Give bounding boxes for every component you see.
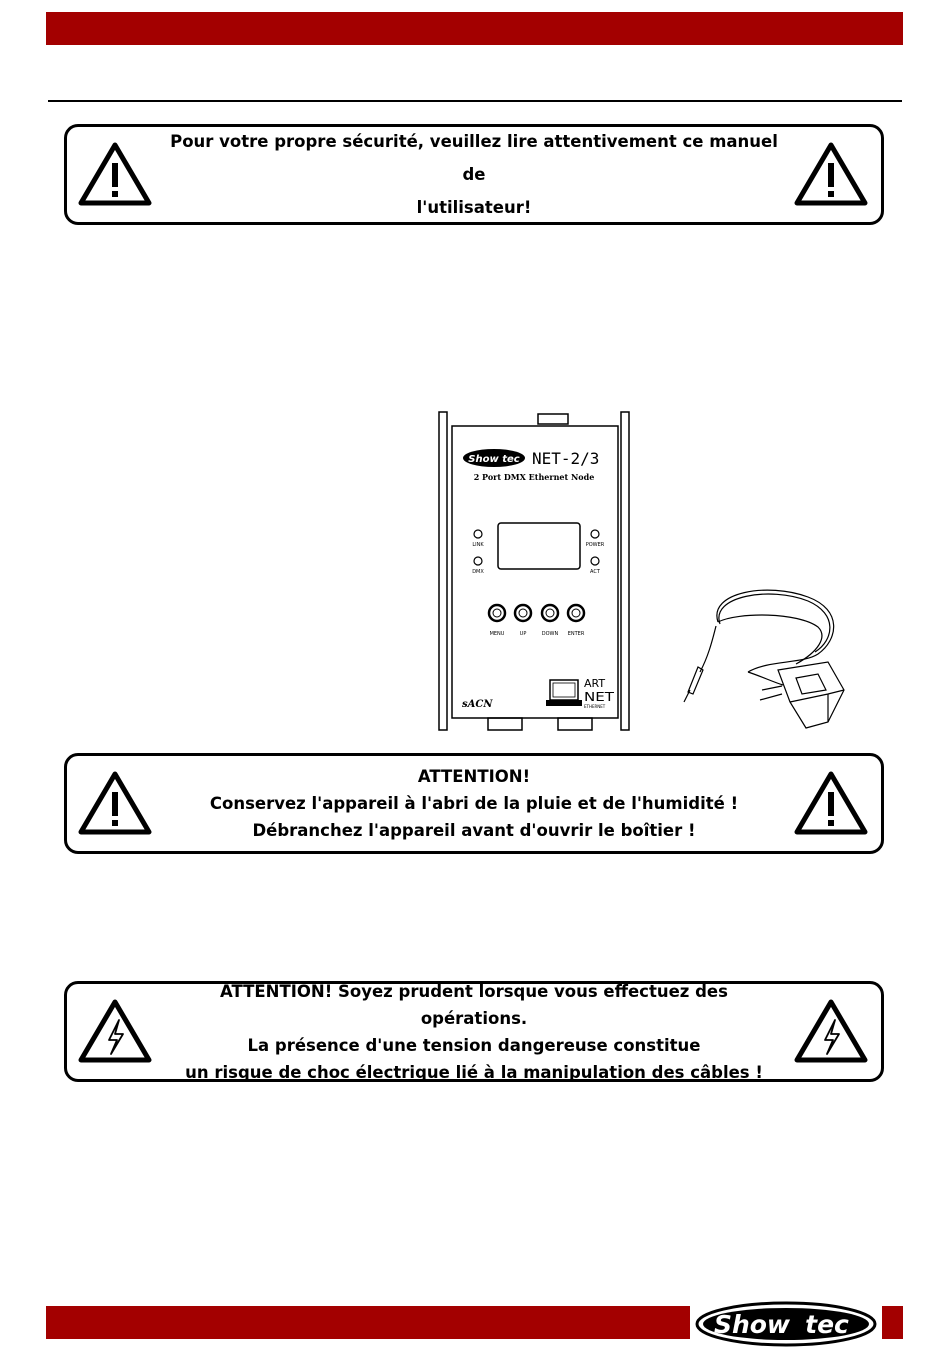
down-button[interactable] (542, 605, 558, 621)
power-led (591, 530, 599, 538)
moisture-warning-line3: Débranchez l'appareil avant d'ouvrir le boîtier ! (252, 821, 696, 840)
laptop-icon (546, 680, 582, 706)
device-brand-logo: Show tec (468, 454, 520, 465)
power-led-label: POWER (585, 542, 605, 548)
safety-warning-line2: l'utilisateur! (416, 198, 532, 217)
act-led-label: ACT (590, 569, 600, 575)
moisture-warning-line2: Conservez l'appareil à l'abri de la pluie et de l'humidité ! (209, 794, 739, 813)
up-button[interactable] (515, 605, 531, 621)
safety-warning-text (167, 127, 781, 222)
safety-warning-line1: Pour votre propre sécurité, veuillez lire attentivement ce manuel de (170, 132, 778, 184)
warning-icon (77, 770, 153, 836)
electric-warning-line1: ATTENTION! Soyez prudent lorsque vous effectuez des opérations. (220, 981, 728, 1028)
sacn-label: sACN (462, 699, 493, 710)
warning-icon (77, 141, 153, 207)
enter-button[interactable] (568, 605, 584, 621)
electric-shock-icon (77, 998, 153, 1064)
device-illustration (436, 410, 636, 736)
showtec-logo-show: Show (713, 1310, 791, 1339)
moisture-warning-line1: ATTENTION! (417, 767, 531, 786)
electric-warning-line3: un risque de choc électrique lié à la manipulation des câbles ! (185, 1062, 763, 1082)
menu-button-label: MENU (489, 631, 505, 637)
artnet-logo-top: ART (584, 677, 606, 690)
device-display (498, 523, 580, 569)
moisture-warning-box (64, 753, 884, 854)
header-red-bar (46, 12, 903, 45)
footer-red-bar-right (882, 1306, 903, 1339)
electric-warning-line2: La présence d'une tension dangereuse constitue (247, 1035, 701, 1055)
artnet-logo-bottom: ETHERNET (584, 704, 606, 709)
up-button-label: UP (519, 631, 527, 637)
electric-warning-text (167, 981, 781, 1082)
showtec-logo-tec: tec (805, 1310, 849, 1339)
showtec-logo (694, 1300, 878, 1348)
warning-icon (793, 141, 869, 207)
link-led (474, 530, 482, 538)
enter-button-label: ENTER (567, 631, 585, 637)
safety-warning-box (64, 124, 884, 225)
device-model: NET-2/3 (532, 449, 600, 468)
header-rule (48, 100, 902, 102)
dmx-led-label: DMX (472, 569, 484, 575)
link-led-label: LINK (472, 542, 484, 548)
artnet-logo-mid: NET (584, 690, 615, 704)
footer-red-bar (46, 1306, 690, 1339)
down-button-label: DOWN (541, 631, 559, 637)
menu-button[interactable] (489, 605, 505, 621)
electric-warning-box (64, 981, 884, 1082)
power-adapter-illustration (678, 582, 848, 732)
electric-shock-icon (793, 998, 869, 1064)
warning-icon (793, 770, 869, 836)
dmx-led (474, 557, 482, 565)
act-led (591, 557, 599, 565)
moisture-warning-text (167, 756, 781, 851)
device-subtitle: 2 Port DMX Ethernet Node (473, 472, 595, 482)
